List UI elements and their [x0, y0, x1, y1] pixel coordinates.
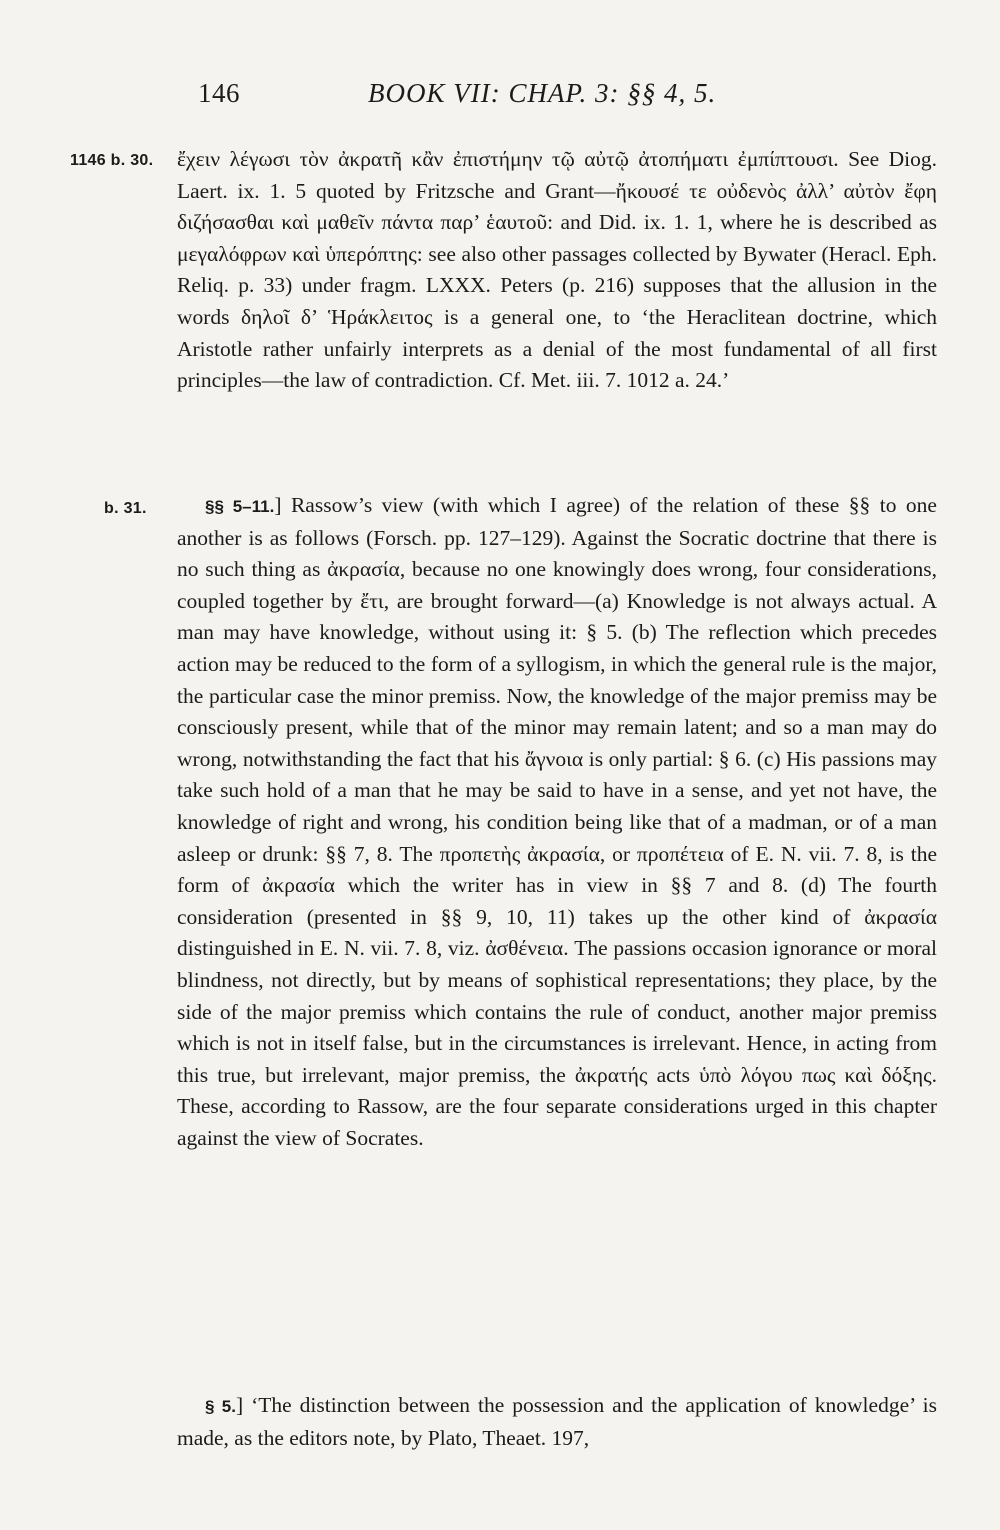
section-lead: § 5.: [205, 1397, 236, 1416]
note-paragraph: [177, 1390, 937, 1454]
line-reference: 1146 b. 30.: [70, 152, 154, 169]
note-text: ] Rassow’s view (with which I agree) of the relation of these §§ to one another is as follows (Forsch. pp. 127–129). Against the Socratic doctrine that there is no such thing as ἀκρασία, because no one knowingly does wrong, four considerations, coupled together by ἔτι, are brought forward—(a) Knowledge is not always actual. A man may have knowledge, without using it: § 5. (b) The reflection which precedes action may be reduced to the form of a syllogism, in which the general rule is the major, the particular case the minor premiss. Now, the knowledge of the major premiss may be consciously present, while that of the minor may remain latent; and so a man may do wrong, notwithstanding the fact that his ἄγνοια is only partial: § 6. (c) His passions may take such hold of a man that he may be said to have in a sense, and yet not have, the knowledge of right and wrong, his condition being like that of a madman, or of a man asleep or drunk: §§ 7, 8. The προπετὴς ἀκρασία, or προπέτεια of E. N. vii. 7. 8, is the form of ἀκρασία which the writer has in view in §§ 7 and 8. (d) The fourth consideration (presented in §§ 9, 10, 11) takes up the other kind of ἀκρασία distinguished in E. N. vii. 7. 8, viz. ἀσθένεια. The passions occasion ignorance or moral blindness, not directly, but by means of sophistical representations; they place, by the side of the major premiss which contains the rule of conduct, another major premiss which is not in itself false, but in the circumstances is irrelevant. Hence, in acting from this true, but irrelevant, major premiss, the ἀκρατής acts ὑπὸ λόγου πως καὶ δόξης. These, according to Rassow, are the four separate considerations urged in this chapter against the view of Socrates.: [177, 493, 937, 1150]
note-body: [177, 1390, 937, 1454]
running-title: BOOK VII: CHAP. 3: §§ 4, 5.: [368, 78, 717, 108]
note-paragraph: [177, 490, 937, 1154]
note-body: [177, 144, 937, 397]
note-text: ] ‘The distinction between the possession and the application of knowledge’ is made, as the editors note, by Plato, Theaet. 197,: [177, 1393, 937, 1450]
note-body: [177, 490, 937, 1154]
running-header: [198, 78, 798, 118]
line-reference: b. 31.: [104, 500, 147, 517]
section-lead: §§ 5–11.: [205, 497, 275, 516]
note-text: ἔχειν λέγωσι τὸν ἀκρατῆ κἂν ἐπιστήμην τῷ αὐτῷ ἀτοπήματι ἐμπίπτουσι. See Diog. Laert. ix. 1. 5 quoted by Fritzsche and Grant—ἤκουσέ τε οὐδενὸς ἀλλ’ αὐτὸν ἔφη διζήσασθαι καὶ μαθεῖν πάντα παρ’ ἑαυτοῦ: and Did. ix. 1. 1, where he is described as μεγαλόφρων καὶ ὑπερόπτης: see also other passages collected by Bywater (Heracl. Eph. Reliq. p. 33) under fragm. LXXX. Peters (p. 216) supposes that the allusion in the words δηλοῖ δ’ Ἡράκλειτος is a general one, to ‘the Heraclitean doctrine, which Aristotle rather unfairly interprets as a denial of the most fundamental of all first principles—the law of contradiction. Cf. Met. iii. 7. 1012 a. 24.’: [177, 147, 937, 393]
page-number: 146: [198, 78, 240, 108]
